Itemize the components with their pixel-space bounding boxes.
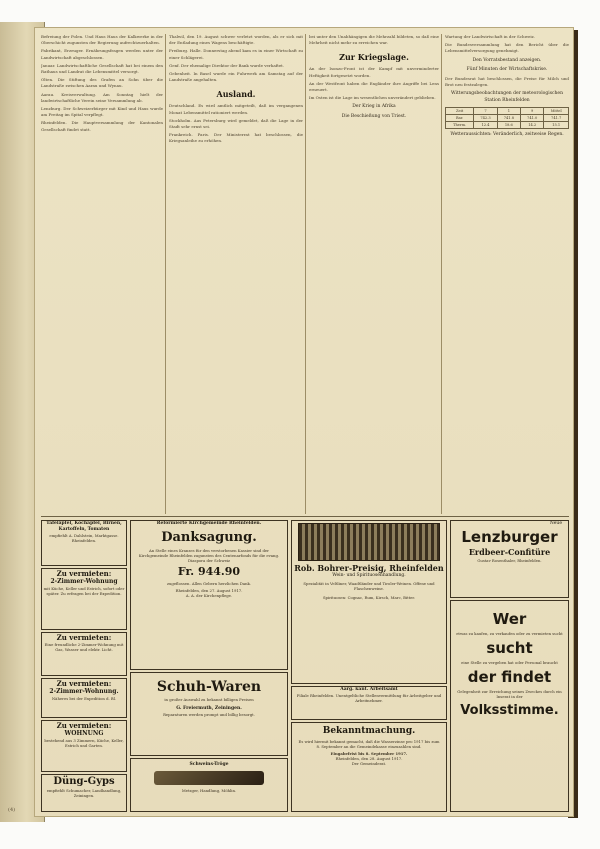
ad-paper: Volksstimme.: [460, 703, 559, 718]
cellar-illustration: [298, 523, 440, 561]
section-divider: [41, 516, 569, 517]
ad-prefix: Neue: [549, 521, 562, 526]
ad-brand: Lenzburger: [461, 528, 558, 546]
table-cell: 741.7: [544, 115, 569, 122]
weather-table-title: Witterungsbeobachtungen der meteorologischen Station Rheinfelden: [451, 91, 563, 103]
news-paragraph: Thalwil, den 19. August schwer verletzt worden, als er sich mit der Entladung eines Wagens beschäftigte.: [169, 34, 303, 46]
ad-body: Es wird hiermit bekannt gemacht, daß die Wasserzinse pro 1917 bis zum 8. September an die Gemeindekasse einzuzahlen sind.: [298, 739, 440, 749]
ad-tafelaepfel: [41, 520, 127, 566]
weather-table: [445, 107, 569, 130]
ad-body: empfiehlt Schumacher, Landhandlung, Zeiningen.: [46, 788, 122, 798]
ad-date: Eingabefrist bis 8. September 1917.: [330, 751, 408, 756]
news-paragraph: Der Bundesrat hat beschlossen, die Preise für Milch und Brot neu festzulegen.: [445, 76, 569, 88]
news-paragraph: Gebenheit. In Basel wurde ein Fuhrwerk am Samstag auf der Landstraße angehalten.: [169, 71, 303, 83]
ad-body: Spezialität in Veltliner, Waadtländer und Tiroler-Weinen. Offene und Flaschenweine.: [303, 581, 435, 591]
ad-body: Filiale Rheinfelden. Unentgeltliche Stellenvermittlung für Arbeitgeber und Arbeitnehmer.: [296, 693, 442, 703]
kriegslage-heading: Zur Kriegslage.: [339, 52, 409, 63]
column-divider: [441, 34, 442, 514]
ad-body: mit Küche, Keller und Estrich, sofort oder später. Zu erfragen bei der Expedition.: [43, 586, 125, 596]
ad-line: Gelegenheit zur Erreichung seines Zweckes durch ein Inserat in der: [457, 689, 562, 699]
section-subheading: Den Vorratsbestand anzeigen.: [472, 57, 542, 63]
ad-line: eine Stelle zu vergeben hat oder Personal braucht: [461, 660, 558, 665]
table-cell: Zeit: [446, 107, 474, 114]
ad-sign: Rheinfelden, den 28. August 1917.: [335, 756, 403, 761]
news-paragraph: Olten. Die Stiftung des Grafen an Sohn über die Landstraße zwischen Aarau und Wynau.: [41, 77, 163, 89]
news-paragraph: An der Isonzo-Front ist der Kampf mit unverminderter Heftigkeit fortgesetzt worden.: [309, 66, 439, 78]
ad-subtitle: Wein- und Spirituosenhandlung.: [332, 573, 406, 578]
table-cell: 15.1: [544, 122, 569, 129]
ad-bekanntmachung: [291, 722, 447, 812]
news-paragraph: Deutschland. Es wird amtlich mitgeteilt, daß im vergangenen Monat Lebensmittel rationiert werden.: [169, 103, 303, 115]
ad-title: Bekanntmachung.: [322, 726, 416, 736]
ad-duengergyps: [41, 774, 127, 812]
ad-sign: A. A. der Kirchenpflege.: [185, 593, 233, 598]
table-cell: 18.6: [497, 122, 520, 129]
ad-seller: Gustav Rosenthaler, Rheinfelden.: [477, 558, 542, 563]
weather-footer: Wetteraussichten: Veränderlich, zeitweise Regen.: [450, 132, 564, 138]
ad-title: Rob. Bohrer-Preisig, Rheinfelden: [294, 563, 444, 573]
news-paragraph: Im Osten ist die Lage im wesentlichen unverändert geblieben.: [309, 95, 436, 101]
ad-line: der findet: [467, 668, 552, 686]
table-cell: 7: [474, 107, 497, 114]
news-paragraph: Wartung der Landwirtschaft in der Schweiz.: [445, 34, 536, 39]
news-paragraph: Fabrikant, Erzeuger. Ernährungsfragen werden unter der Landwirtschaft abgeschlossen.: [41, 48, 163, 60]
ad-header: Reformierte Kirchgemeinde Rheinfelden.: [156, 521, 262, 526]
ad-title: Zu vermieten:: [56, 679, 112, 688]
ad-company: G. Freiermuth, Zeiningen.: [176, 706, 242, 711]
ad-title: Zu vermieten:: [56, 721, 112, 730]
table-row: [446, 122, 569, 129]
ad-highlight: 2-Zimmer-Wohnung.: [49, 688, 119, 695]
news-paragraph: Befreiung der Polen. Und Haus Haus der Kalkwerke in der Oberschicht zugunsten der Regierung aufrechtzuerhalten.: [41, 34, 163, 46]
ad-note: Reparaturen werden prompt und billig besorgt.: [163, 712, 255, 717]
ad-line: Wer: [492, 610, 527, 628]
ad-body: bestehend aus 3 Zimmern, Küche, Keller, Estrich und Garten.: [44, 738, 124, 748]
news-column-1: [41, 34, 163, 512]
ad-amount: Fr. 944.90: [177, 565, 241, 578]
ad-body: An Stelle eines Kranzes für den verstorbenen Kassier sind der Kirchgemeinde Rheinfelden zugunsten des Centenarfonds für die evang. Diaspora der Schweiz: [138, 548, 280, 563]
table-cell: 742.3: [474, 115, 497, 122]
news-column-2: [169, 34, 303, 512]
news-column-4: [445, 34, 569, 512]
ad-subtitle: in großer Auswahl zu bekannt billigen Preisen: [164, 697, 254, 702]
table-row: [446, 115, 569, 122]
table-row: [446, 107, 569, 114]
ad-volksstimme: [450, 600, 569, 812]
ad-vermieten-3: [41, 678, 127, 718]
ad-schweinetroege: [130, 758, 288, 812]
ad-title: Düng-Gyps: [53, 776, 115, 787]
ad-body: Näheres bei der Expedition d. Bl.: [51, 696, 117, 701]
section-subheading: Der Krieg in Afrika: [352, 104, 396, 110]
ad-bohrer: [291, 520, 447, 684]
ad-title: Tafeläpfel, Kochäpfel, Birnen, Kartoffeln, Tomaten: [46, 521, 122, 532]
news-paragraph: Rheinfelden. Die Hauptversammlung der Kantonalen Gesellschaft findet statt.: [41, 120, 163, 132]
table-cell: 741.8: [497, 115, 520, 122]
ad-body: Eine freundliche 2-Zimmer-Wohnung mit Gas, Wasser und elektr. Licht.: [44, 642, 124, 652]
news-paragraph: Genf. Der ehemalige Direktor der Bank wurde verhaftet.: [169, 62, 285, 68]
news-paragraph: Lenzburg. Der Schweizerbürger mit Kind und Haus wurde am Freitag im Spital verpflegt.: [41, 106, 163, 118]
table-cell: 12.4: [474, 122, 497, 129]
news-paragraph: bei unter den Unabhängigen die Mehrzahl bildeten, so daß eine Mehrheit nicht mehr zu erreichen war.: [309, 34, 439, 46]
ad-line: sucht: [486, 639, 533, 657]
column-divider: [305, 34, 306, 514]
section-subheading: Fünf Minuten der Wirtschaftskrise.: [466, 66, 548, 72]
ad-arbeitsamt: [291, 686, 447, 720]
ad-title: Zu vermieten:: [56, 569, 112, 578]
ad-title: Aarg. kant. Arbeitsamt: [340, 687, 398, 692]
page-number: (4): [8, 807, 16, 813]
ad-product: Erdbeer-Confitüre: [468, 547, 551, 557]
table-cell: 9: [521, 107, 544, 114]
table-cell: 1: [497, 107, 520, 114]
ad-highlight: 2-Zimmer-Wohnung: [50, 578, 118, 585]
ad-body: Spirituosen: Cognac, Rum, Kirsch, Marc, Bitter.: [322, 595, 416, 600]
section-subheading: Die Beschießung von Triest.: [341, 113, 407, 119]
ad-title: Schweins-Tröge: [189, 762, 229, 767]
news-paragraph: Freiburg. Halle. Donnerstag abend kam es in einer Wirtschaft zu einer Schlägerei.: [169, 48, 303, 60]
table-cell: 741.0: [521, 115, 544, 122]
ad-title: Zu vermieten:: [56, 633, 112, 642]
ad-danksagung: [130, 520, 288, 670]
newspaper-page: [34, 27, 574, 817]
ad-body: empfiehlt A. Dahlstein, Marktgasse. Rheinfelden.: [49, 533, 119, 543]
table-cell: 14.2: [521, 122, 544, 129]
ad-vermieten-2: [41, 632, 127, 676]
ad-lenzburger: [450, 520, 569, 598]
ad-sign: Rheinfelden, den 27. August 1917.: [175, 588, 243, 593]
ad-body: Metzger, Handlung, Möhlin.: [181, 788, 237, 793]
news-paragraph: Stockholm. Aus Petersburg wird gemeldet, daß die Lage in der Stadt sehr ernst sei.: [169, 117, 303, 130]
ad-title: Danksagung.: [161, 530, 257, 545]
ausland-heading: Ausland.: [216, 89, 256, 100]
table-cell: Therm.: [446, 122, 474, 129]
trough-illustration: [154, 771, 263, 785]
ad-body: zugeflossen. Allen Gebern herzlichen Dank.: [166, 581, 252, 586]
news-paragraph: Die Bundesversammlung hat den Bericht über die Lebensmittelversorgung genehmigt.: [445, 42, 569, 54]
ad-highlight: WOHNUNG: [64, 730, 104, 737]
ad-sign: Der Gemeinderat.: [351, 761, 387, 766]
table-cell: Mittel: [544, 107, 569, 114]
ad-vermieten-1: [41, 568, 127, 630]
column-divider: [165, 34, 166, 514]
ad-vermieten-4: [41, 720, 127, 772]
ad-schuhwaren: [130, 672, 288, 756]
ad-line: etwas zu kaufen, zu verkaufen oder zu vermieten sucht: [456, 631, 563, 636]
news-paragraph: Aarau. Kreisverwaltung. Am Sonntag hielt der landwirtschaftliche Verein seine Versammlung ab.: [41, 91, 163, 103]
news-paragraph: Januar. Landwirtschaftliche Gesellschaft hat bei einem den Rathaus und Landrat die Lebensmittel versorgt.: [41, 62, 163, 75]
ad-title: Schuh-Waren: [156, 679, 262, 695]
table-cell: Bar.: [446, 115, 474, 122]
news-paragraph: Frankreich. Paris. Der Ministerrat hat beschlossen, die Kriegsanleihe zu erhöhen.: [169, 132, 303, 144]
news-paragraph: An der Westfront haben die Engländer ihre Angriffe bei Lens erneuert.: [309, 80, 439, 93]
news-column-3: [309, 34, 439, 512]
